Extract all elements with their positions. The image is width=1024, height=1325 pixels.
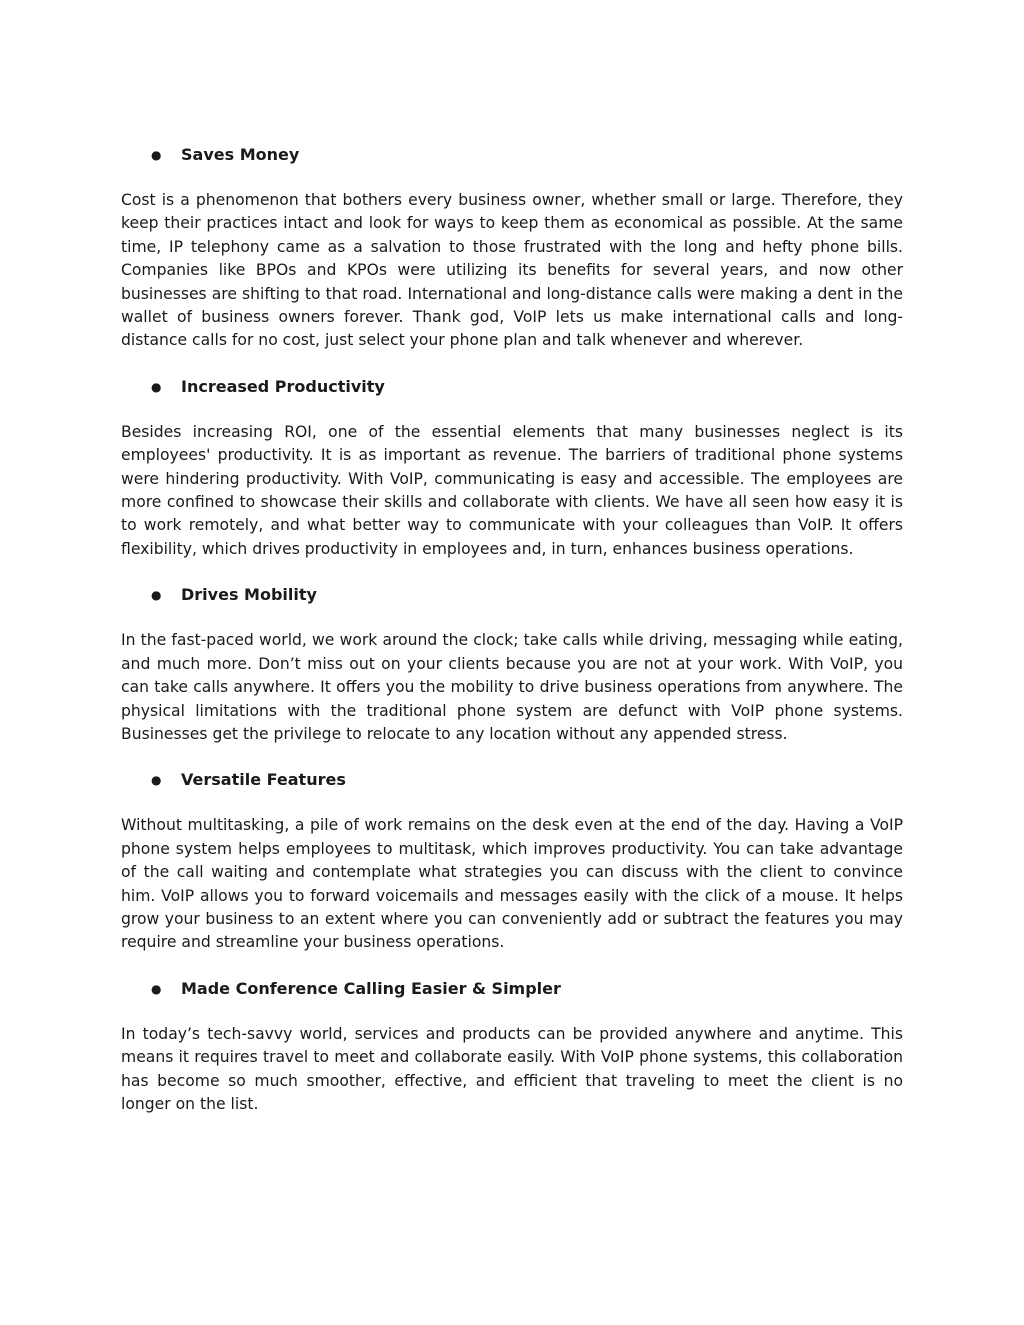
bullet-icon: ● bbox=[151, 981, 162, 996]
bullet-icon: ● bbox=[151, 148, 162, 162]
section-heading-text: Saves Money bbox=[181, 145, 300, 164]
bullet-icon: ● bbox=[151, 588, 162, 603]
bullet-icon: ● bbox=[151, 773, 162, 788]
section-heading bbox=[121, 142, 903, 168]
section-drives-mobility bbox=[121, 582, 903, 746]
section-heading-text: Drives Mobility bbox=[181, 585, 317, 605]
section-paragraph: Besides increasing ROI, one of the essential elements that many businesses neglect is its employees' productivity. It is as important as revenue. The barriers of traditional phone systems were hindering productivity. With VoIP, communicating is easy and accessible. The employees are more confined to showcase their skills and collaborate with clients. We have all seen how easy it is to work remotely, and what better way to communicate with your colleagues than VoIP. It offers flexibility, which drives productivity in employees and, in turn, enhances business operations. bbox=[121, 422, 903, 558]
bullet-icon: ● bbox=[151, 379, 162, 394]
section-heading bbox=[121, 767, 903, 793]
section-paragraph: In the fast-paced world, we work around the clock; take calls while driving, messaging while eating, and much more. Don’t miss out on your clients because you are not at your work. With VoIP, you can take calls anywhere. It offers you the mobility to drive business operations from anywhere. The physical limitations with the traditional phone system are defunct with VoIP phone systems. Businesses get the privilege to relocate to any location without any appended stress. bbox=[121, 631, 903, 743]
section-increased-productivity bbox=[121, 374, 903, 561]
section-heading-text: Versatile Features bbox=[181, 770, 346, 790]
section-paragraph: Cost is a phenomenon that bothers every business owner, whether small or large. Therefore, they keep their practices intact and look for ways to keep them as economical as possible. At the same time, IP telephony came as a salvation to those frustrated with the long and hefty phone bills. Companies like BPOs and KPOs were utilizing its benefits for several years, and now other businesses are shifting to that road. International and long-distance calls were making a dent in the wallet of business owners forever. Thank god, VoIP lets us make international calls and long-distance calls for no cost, just select your phone plan and talk whenever and wherever. bbox=[121, 191, 903, 350]
section-paragraph: In today’s tech-savvy world, services and products can be provided anywhere and anytime. This means it requires travel to meet and collaborate easily. With VoIP phone systems, this collaboration has become so much smoother, effective, and efficient that traveling to meet the client is no longer on the list. bbox=[121, 1024, 903, 1113]
section-heading-text: Made Conference Calling Easier & Simpler bbox=[181, 978, 561, 998]
section-heading-text: Increased Productivity bbox=[181, 376, 385, 396]
section-heading bbox=[121, 582, 903, 608]
section-conference-calling bbox=[121, 976, 903, 1117]
section-saves-money bbox=[121, 142, 903, 353]
section-heading bbox=[121, 374, 903, 400]
section-paragraph: Without multitasking, a pile of work remains on the desk even at the end of the day. Having a VoIP phone system helps employees to multitask, which improves productivity. You can take advantage of the call waiting and contemplate what strategies you can discuss with the client to convince him. VoIP allows you to forward voicemails and messages easily with the click of a mouse. It helps grow your business to an extent where you can conveniently add or subtract the features you may require and streamline your business operations. bbox=[121, 816, 903, 952]
document-page bbox=[121, 142, 903, 1137]
section-heading bbox=[121, 976, 903, 1002]
section-versatile-features bbox=[121, 767, 903, 954]
